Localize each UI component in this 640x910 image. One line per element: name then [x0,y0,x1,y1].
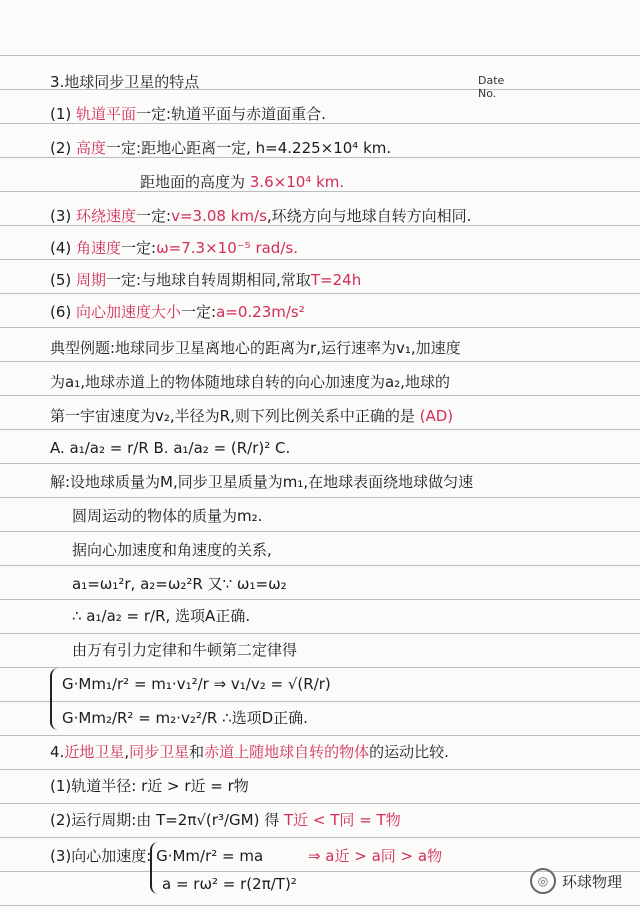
section-4-point-2: (2)运行周期:由 T=2π√(r³/GM) 得 T近 < T同 = T物 [50,811,401,829]
example-line-2: 为a₁,地球赤道上的物体随地球自转的向心加速度为a₂,地球的 [50,373,450,391]
item-1: (1) 轨道平面一定:轨道平面与赤道面重合. [50,105,326,123]
solution-line-3: 据向心加速度和角速度的关系, [72,541,272,559]
example-options: A. a₁/a₂ = r/R B. a₁/a₂ = (R/r)² C. [50,439,291,457]
section-4-title: 4.近地卫星,同步卫星和赤道上随地球自转的物体的运动比较. [50,743,449,761]
no-label: No. [478,87,497,100]
watermark-logo [530,868,622,894]
example-line-3: 第一宇宙速度为v₂,半径为R,则下列比例关系中正确的是 (AD) [50,407,454,425]
item-6: (6) 向心加速度大小一定:a=0.23m/s² [50,303,305,321]
section-title: 3.地球同步卫星的特点 [50,73,200,91]
solution-line-6: 由万有引力定律和牛顿第二定律得 [72,641,298,659]
solution-line-1: 解:设地球质量为M,同步卫星质量为m₁,在地球表面绕地球做匀速 [50,473,474,491]
section-4-point-3b: a = rω² = r(2π/T)² [162,875,297,893]
watermark-text: 环球物理 [561,872,622,891]
example-line-1: 典型例题:地球同步卫星离地心的距离为r,运行速率为v₁,加速度 [50,339,461,357]
date-label: Date [478,74,505,87]
solution-eq-2: G·Mm₂/R² = m₂·v₂²/R ∴选项D正确. [62,709,308,727]
section-4-point-1: (1)轨道半径: r近 > r近 = r物 [50,777,249,795]
solution-eq-1: G·Mm₁/r² = m₁·v₁²/r ⇒ v₁/v₂ = √(R/r) [62,675,331,693]
wechat-icon: ◎ [530,868,556,894]
item-2-height: 距地面的高度为 3.6×10⁴ km. [140,173,345,191]
solution-line-5: ∴ a₁/a₂ = r/R, 选项A正确. [72,607,251,625]
equation-brace [50,668,62,730]
item-2: (2) 高度一定:距地心距离一定, h=4.225×10⁴ km. [50,139,392,157]
item-4: (4) 角速度一定:ω=7.3×10⁻⁵ rad/s. [50,239,298,257]
item-5: (5) 周期一定:与地球自转周期相同,常取T=24h [50,271,362,289]
solution-line-4: a₁=ω₁²r, a₂=ω₂²R 又∵ ω₁=ω₂ [72,575,287,593]
section-4-point-3: (3)向心加速度: G·Mm/r² = ma ⇒ a近 > a同 > a物 [50,847,443,865]
item-3: (3) 环绕速度一定:v=3.08 km/s,环绕方向与地球自转方向相同. [50,207,472,225]
solution-line-2: 圆周运动的物体的质量为m₂. [72,507,263,525]
